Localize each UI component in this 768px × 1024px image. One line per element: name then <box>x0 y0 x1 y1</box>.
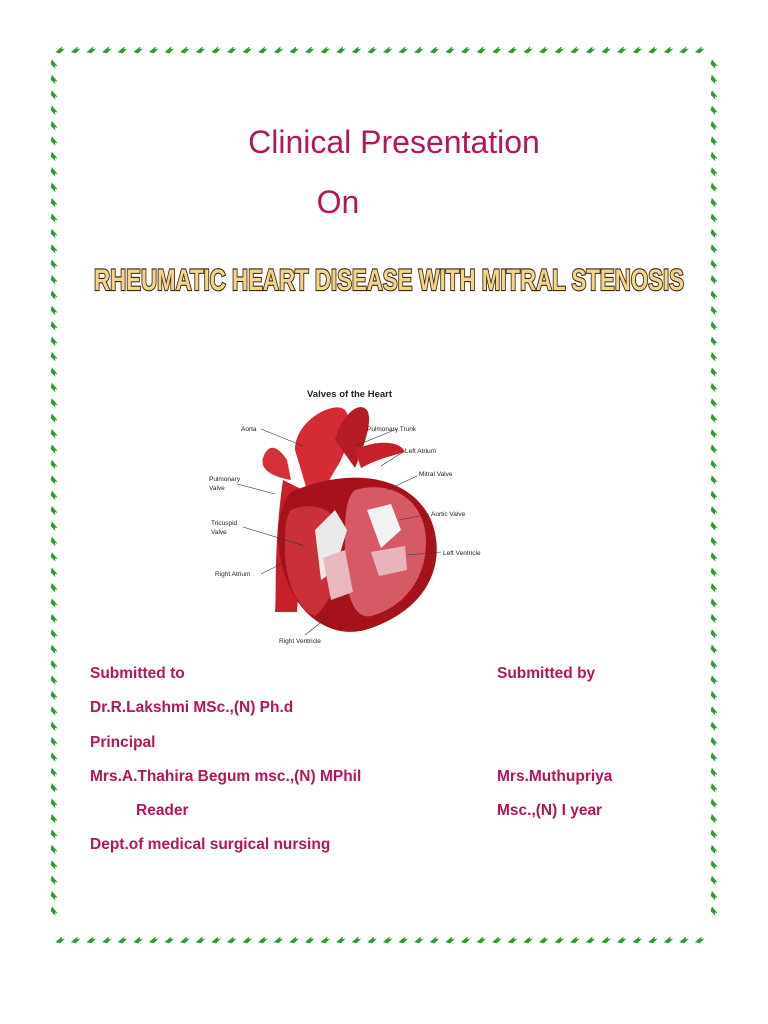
border-leaf-icon <box>508 47 516 53</box>
border-leaf-icon <box>711 399 717 407</box>
border-leaf-icon <box>696 937 704 943</box>
submitted-to-label: Submitted to <box>90 665 185 682</box>
border-leaf-icon <box>51 476 57 484</box>
label-aortic-valve: Aortic Valve <box>431 511 466 518</box>
document-title: Clinical Presentation <box>248 124 540 160</box>
border-leaf-icon <box>649 47 657 53</box>
border-leaf-icon <box>430 937 438 943</box>
border-leaf-icon <box>181 47 189 53</box>
border-leaf-icon <box>711 507 717 515</box>
border-leaf-icon <box>415 937 423 943</box>
border-leaf-icon <box>571 47 579 53</box>
border-leaf-icon <box>228 47 236 53</box>
border-leaf-icon <box>51 815 57 823</box>
border-leaf-icon <box>711 322 717 330</box>
border-leaf-icon <box>415 47 423 53</box>
label-left-ventricle: Left Ventricle <box>443 550 481 557</box>
border-leaf-icon <box>51 168 57 176</box>
border-leaf-icon <box>51 399 57 407</box>
border-leaf-icon <box>51 75 57 83</box>
border-leaf-icon <box>51 491 57 499</box>
label-pulmonary-valve-1: Pulmonary <box>209 476 241 483</box>
border-leaf-icon <box>711 414 717 422</box>
border-leaf-icon <box>711 599 717 607</box>
border-leaf-icon <box>711 845 717 853</box>
border-leaf-icon <box>477 47 485 53</box>
border-leaf-icon <box>711 168 717 176</box>
border-leaf-icon <box>243 47 251 53</box>
border-leaf-icon <box>384 937 392 943</box>
border-leaf-icon <box>51 337 57 345</box>
border-leaf-icon <box>212 47 220 53</box>
border-leaf-icon <box>540 47 548 53</box>
border-leaf-icon <box>711 445 717 453</box>
border-leaf-icon <box>618 47 626 53</box>
border-leaf-icon <box>51 892 57 900</box>
border-leaf-icon <box>711 753 717 761</box>
border-leaf-icon <box>399 47 407 53</box>
border-leaf-icon <box>51 414 57 422</box>
border-leaf-icon <box>711 876 717 884</box>
border-leaf-icon <box>228 937 236 943</box>
border-leaf-icon <box>618 937 626 943</box>
border-leaf-icon <box>165 937 173 943</box>
border-leaf-icon <box>337 47 345 53</box>
border-leaf-icon <box>51 753 57 761</box>
border-leaf-icon <box>711 383 717 391</box>
border-leaf-icon <box>430 47 438 53</box>
label-aorta: Aorta <box>241 426 257 433</box>
border-leaf-icon <box>56 47 64 53</box>
border-leaf-icon <box>680 47 688 53</box>
border-leaf-icon <box>602 47 610 53</box>
border-leaf-icon <box>51 383 57 391</box>
banner-text: RHEUMATIC HEART DISEASE WITH MITRAL STENOSIS <box>94 264 684 296</box>
border-leaf-icon <box>72 937 80 943</box>
border-leaf-icon <box>711 707 717 715</box>
border-leaf-icon <box>51 630 57 638</box>
border-leaf-icon <box>711 91 717 99</box>
border-leaf-icon <box>321 937 329 943</box>
border-leaf-icon <box>134 47 142 53</box>
border-leaf-icon <box>711 75 717 83</box>
border-leaf-icon <box>51 245 57 253</box>
border-leaf-icon <box>711 691 717 699</box>
border-leaf-icon <box>711 553 717 561</box>
border-leaf-icon <box>711 260 717 268</box>
border-leaf-icon <box>711 368 717 376</box>
border-leaf-icon <box>72 47 80 53</box>
label-tricuspid-valve-1: Tricuspid <box>211 520 238 527</box>
border-leaf-icon <box>259 937 267 943</box>
border-leaf-icon <box>51 676 57 684</box>
border-leaf-icon <box>540 937 548 943</box>
border-leaf-icon <box>259 47 267 53</box>
border-leaf-icon <box>711 861 717 869</box>
border-leaf-icon <box>633 47 641 53</box>
border-leaf-icon <box>711 460 717 468</box>
border-leaf-icon <box>51 353 57 361</box>
vessel-branch-shape <box>262 448 291 480</box>
border-leaf-icon <box>306 937 314 943</box>
border-leaf-icon <box>711 584 717 592</box>
border-leaf-icon <box>150 937 158 943</box>
border-leaf-icon <box>103 47 111 53</box>
border-leaf-icon <box>51 722 57 730</box>
submitter-name: Mrs.Muthupriya <box>497 768 613 785</box>
co-recipient-title: Reader <box>136 802 189 819</box>
border-leaf-icon <box>384 47 392 53</box>
border-leaf-icon <box>290 937 298 943</box>
border-leaf-icon <box>118 47 126 53</box>
border-leaf-icon <box>462 47 470 53</box>
border-leaf-icon <box>134 937 142 943</box>
border-leaf-icon <box>711 645 717 653</box>
border-leaf-icon <box>51 553 57 561</box>
border-leaf-icon <box>711 892 717 900</box>
border-leaf-icon <box>524 47 532 53</box>
border-leaf-icon <box>571 937 579 943</box>
border-leaf-icon <box>711 722 717 730</box>
border-leaf-icon <box>462 937 470 943</box>
label-left-atrium: Left Atrium <box>405 448 437 455</box>
submitter-course: Msc.,(N) I year <box>497 802 603 819</box>
border-leaf-icon <box>493 937 501 943</box>
border-leaf-icon <box>711 476 717 484</box>
border-leaf-icon <box>181 937 189 943</box>
border-leaf-icon <box>524 937 532 943</box>
border-leaf-icon <box>51 584 57 592</box>
border-leaf-icon <box>51 614 57 622</box>
border-leaf-icon <box>711 568 717 576</box>
border-leaf-icon <box>586 937 594 943</box>
border-leaf-icon <box>602 937 610 943</box>
border-leaf-icon <box>711 784 717 792</box>
border-leaf-icon <box>649 937 657 943</box>
border-leaf-icon <box>711 676 717 684</box>
border-leaf-icon <box>337 937 345 943</box>
border-leaf-icon <box>711 830 717 838</box>
border-leaf-icon <box>51 306 57 314</box>
border-leaf-icon <box>56 937 64 943</box>
border-leaf-icon <box>711 353 717 361</box>
border-leaf-icon <box>711 306 717 314</box>
border-leaf-icon <box>321 47 329 53</box>
topic-banner <box>92 262 686 296</box>
department: Dept.of medical surgical nursing <box>90 836 331 853</box>
border-leaf-icon <box>711 245 717 253</box>
border-leaf-icon <box>696 47 704 53</box>
border-leaf-icon <box>51 229 57 237</box>
border-leaf-icon <box>51 537 57 545</box>
border-leaf-icon <box>664 937 672 943</box>
recipient-name: Dr.R.Lakshmi MSc.,(N) Ph.d <box>90 699 294 716</box>
border-leaf-icon <box>399 937 407 943</box>
border-leaf-icon <box>165 47 173 53</box>
border-leaf-icon <box>711 738 717 746</box>
border-leaf-icon <box>51 738 57 746</box>
recipient-title: Principal <box>90 734 156 751</box>
border-leaf-icon <box>51 60 57 68</box>
label-tricuspid-valve-2: Valve <box>211 529 227 536</box>
border-leaf-icon <box>711 799 717 807</box>
border-leaf-icon <box>711 630 717 638</box>
border-leaf-icon <box>680 937 688 943</box>
border-leaf-icon <box>555 47 563 53</box>
border-leaf-icon <box>664 47 672 53</box>
border-leaf-icon <box>352 47 360 53</box>
border-leaf-icon <box>51 799 57 807</box>
border-leaf-icon <box>196 47 204 53</box>
border-leaf-icon <box>51 260 57 268</box>
border-leaf-icon <box>51 291 57 299</box>
border-leaf-icon <box>118 937 126 943</box>
border-leaf-icon <box>51 768 57 776</box>
border-leaf-icon <box>51 430 57 438</box>
border-leaf-icon <box>212 937 220 943</box>
border-leaf-icon <box>711 60 717 68</box>
border-leaf-icon <box>493 47 501 53</box>
border-leaf-icon <box>51 691 57 699</box>
border-leaf-icon <box>711 229 717 237</box>
heart-diagram <box>195 380 495 650</box>
border-leaf-icon <box>51 661 57 669</box>
border-leaf-icon <box>103 937 111 943</box>
border-leaf-icon <box>51 707 57 715</box>
border-leaf-icon <box>711 907 717 915</box>
border-leaf-icon <box>51 876 57 884</box>
border-leaf-icon <box>274 937 282 943</box>
label-right-atrium: Right Atrium <box>215 571 251 578</box>
border-leaf-icon <box>51 784 57 792</box>
border-leaf-icon <box>711 337 717 345</box>
label-pulmonary-trunk: Pulmonary Trunk <box>367 426 417 433</box>
document-title-on: On <box>316 184 360 220</box>
border-leaf-icon <box>51 91 57 99</box>
border-leaf-icon <box>51 507 57 515</box>
border-leaf-icon <box>51 106 57 114</box>
border-leaf-icon <box>51 645 57 653</box>
border-leaf-icon <box>51 322 57 330</box>
border-leaf-icon <box>51 907 57 915</box>
border-leaf-icon <box>51 522 57 530</box>
border-leaf-icon <box>508 937 516 943</box>
border-leaf-icon <box>274 47 282 53</box>
border-leaf-icon <box>711 106 717 114</box>
border-leaf-icon <box>87 937 95 943</box>
border-leaf-icon <box>196 937 204 943</box>
border-leaf-icon <box>368 47 376 53</box>
border-leaf-icon <box>51 568 57 576</box>
border-leaf-icon <box>711 537 717 545</box>
border-leaf-icon <box>51 276 57 284</box>
submitted-by-label: Submitted by <box>497 665 596 682</box>
border-leaf-icon <box>51 445 57 453</box>
border-leaf-icon <box>711 815 717 823</box>
border-leaf-icon <box>150 47 158 53</box>
co-recipient-name: Mrs.A.Thahira Begum msc.,(N) MPhil <box>90 768 362 785</box>
border-leaf-icon <box>51 845 57 853</box>
label-mitral-valve: Mitral Valve <box>419 471 453 478</box>
border-leaf-icon <box>555 937 563 943</box>
border-leaf-icon <box>368 937 376 943</box>
label-right-ventricle: Right Ventricle <box>279 638 321 645</box>
figure-title: Valves of the Heart <box>307 389 393 400</box>
border-leaf-icon <box>87 47 95 53</box>
border-leaf-icon <box>586 47 594 53</box>
border-leaf-icon <box>711 491 717 499</box>
border-leaf-icon <box>477 937 485 943</box>
border-leaf-icon <box>290 47 298 53</box>
border-leaf-icon <box>243 937 251 943</box>
border-leaf-icon <box>711 522 717 530</box>
border-leaf-icon <box>51 368 57 376</box>
border-leaf-icon <box>711 291 717 299</box>
border-leaf-icon <box>711 276 717 284</box>
border-leaf-icon <box>51 599 57 607</box>
border-leaf-icon <box>446 937 454 943</box>
label-pulmonary-valve-2: Valve <box>209 485 225 492</box>
border-leaf-icon <box>51 460 57 468</box>
border-leaf-icon <box>306 47 314 53</box>
border-leaf-icon <box>711 661 717 669</box>
border-leaf-icon <box>51 830 57 838</box>
border-leaf-icon <box>633 937 641 943</box>
border-leaf-icon <box>51 861 57 869</box>
border-leaf-icon <box>711 614 717 622</box>
border-leaf-icon <box>711 768 717 776</box>
border-leaf-icon <box>446 47 454 53</box>
border-leaf-icon <box>711 430 717 438</box>
border-leaf-icon <box>352 937 360 943</box>
